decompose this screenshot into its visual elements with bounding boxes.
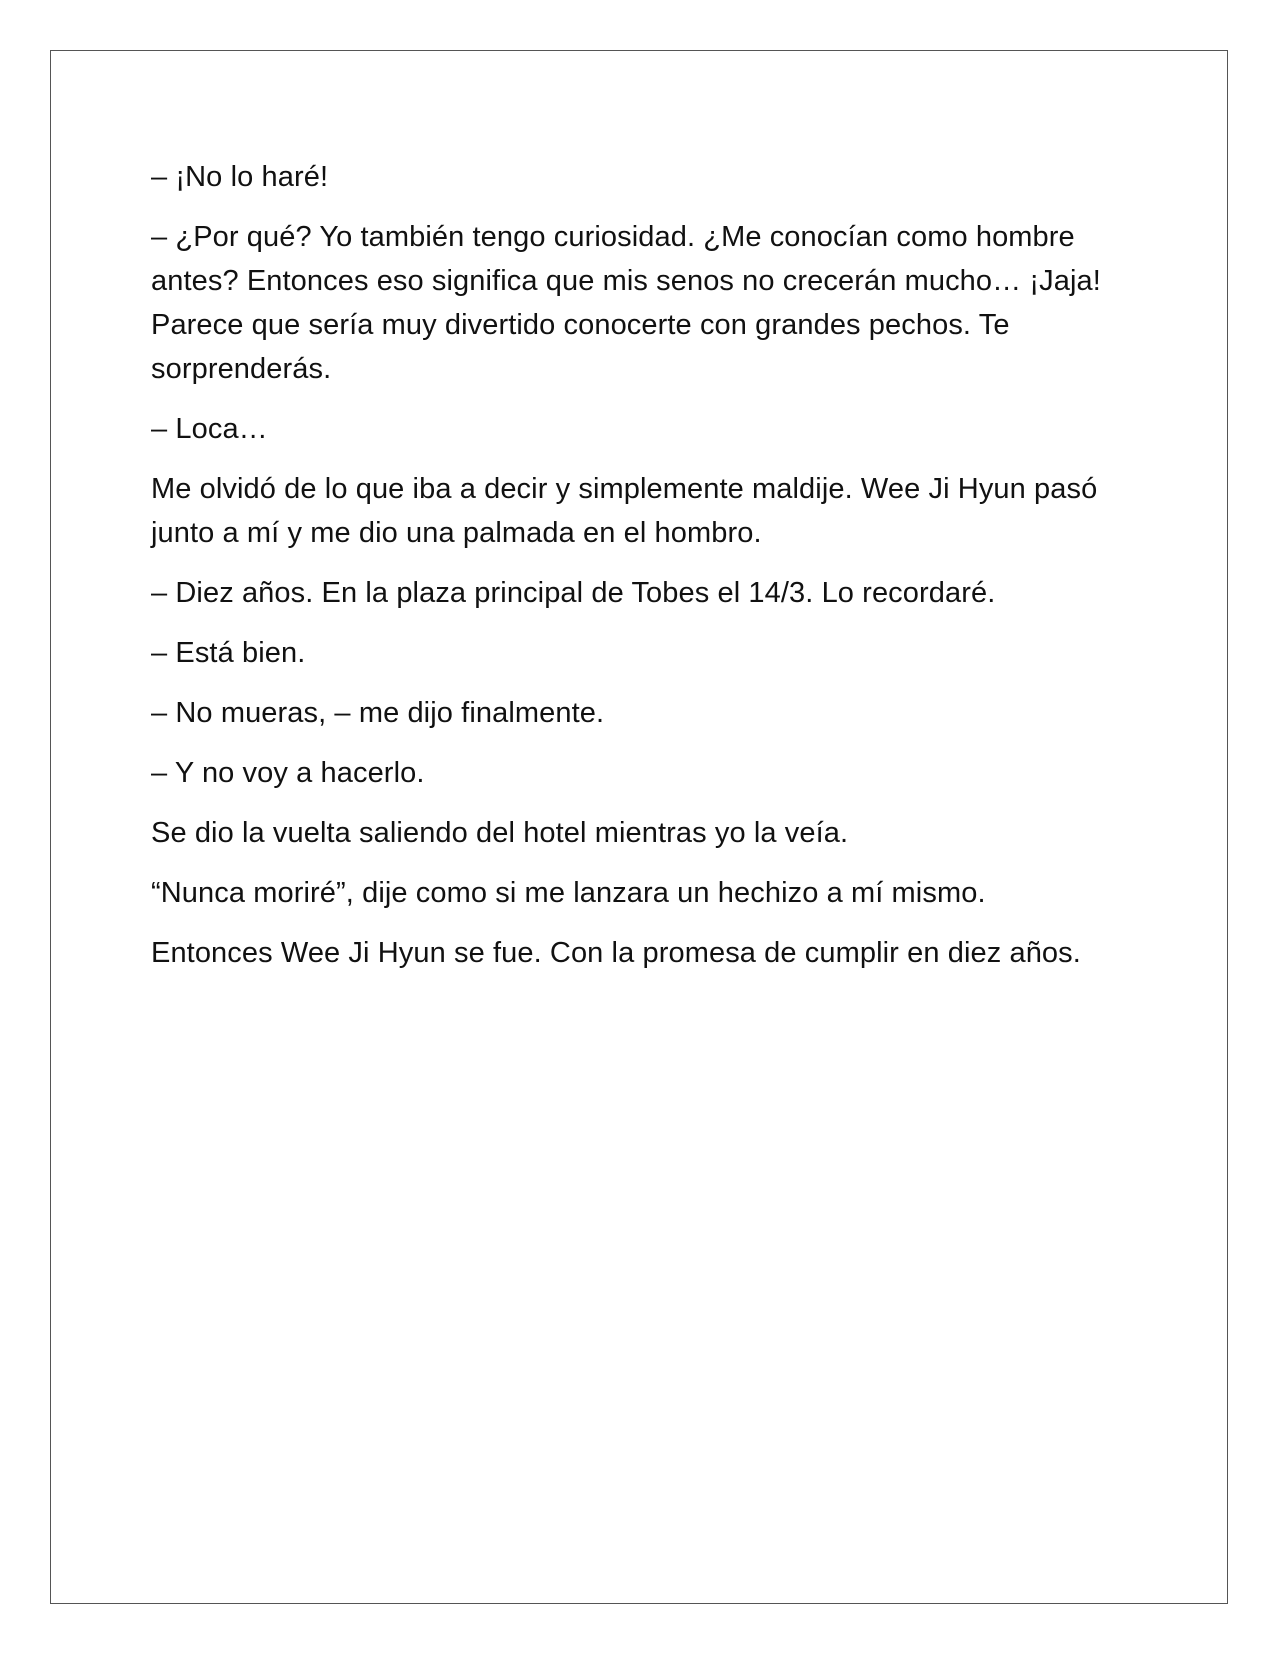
paragraph: – Loca… [151,413,268,445]
document-page [50,50,1228,1604]
page-content [151,155,1141,991]
paragraph: – Diez años. En la plaza principal de Tobes el 14/3. Lo recordaré. [151,577,996,609]
paragraph: – Y no voy a hacerlo. [151,757,425,789]
paragraph: Entonces Wee Ji Hyun se fue. Con la promesa de cumplir en diez años. [151,937,1081,969]
paragraph: – No mueras, – me dijo finalmente. [151,697,605,729]
paragraph: – ¿Por qué? Yo también tengo curiosidad. ¿Me conocían como hombre antes? Entonces eso significa que mis senos no crecerán mucho… ¡Jaja! Parece que sería muy divertido conocerte con grandes pechos. Te sorprenderás. [151,221,1101,385]
paragraph: – ¡No lo haré! [151,161,329,193]
paragraph: – Está bien. [151,637,306,669]
paragraph: “Nunca moriré”, dije como si me lanzara un hechizo a mí mismo. [151,877,986,909]
paragraph: Se dio la vuelta saliendo del hotel mientras yo la veía. [151,817,849,849]
paragraph: Me olvidó de lo que iba a decir y simplemente maldije. Wee Ji Hyun pasó junto a mí y me dio una palmada en el hombro. [151,473,1098,549]
